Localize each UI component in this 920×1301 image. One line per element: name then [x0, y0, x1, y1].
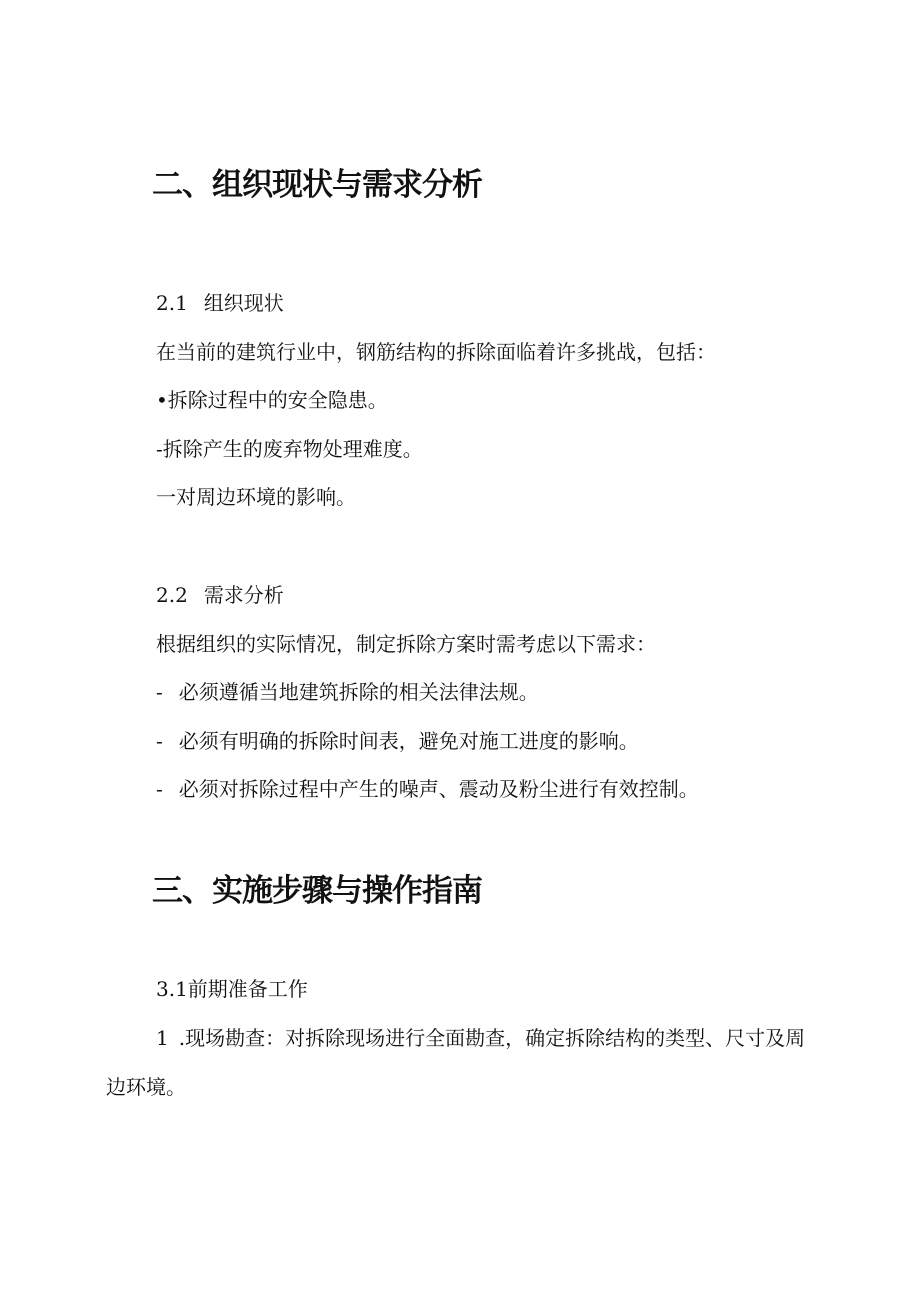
- requirement-item: [156, 682, 539, 702]
- requirement-text: 必须有明确的拆除时间表，避免对施工进度的影响。: [178, 729, 639, 753]
- challenge-text: 拆除产生的废弃物处理难度。: [162, 437, 423, 461]
- section-3-heading: 三、实施步骤与操作指南: [152, 873, 482, 909]
- subsection-number: 2.2: [156, 583, 188, 607]
- bullet-marker: •: [156, 388, 168, 412]
- subsection-number: 2.1: [156, 291, 188, 315]
- subsection-title: 组织现状: [203, 291, 284, 315]
- section-2-heading: 二、组织现状与需求分析: [152, 167, 482, 203]
- dash-marker: -: [156, 680, 163, 704]
- step-text: .现场勘查：对拆除现场进行全面勘查，确定拆除结构的类型、尺寸及周边环境。: [106, 1026, 806, 1099]
- challenge-item: [156, 487, 356, 507]
- requirement-text: 必须遵循当地建筑拆除的相关法律法规。: [178, 680, 539, 704]
- challenge-item: [156, 439, 423, 459]
- requirement-text: 必须对拆除过程中产生的噪声、震动及粉尘进行有效控制。: [178, 777, 699, 801]
- subsection-title: 需求分析: [203, 583, 284, 607]
- challenge-item: [156, 390, 388, 410]
- challenge-text: 对周边环境的影响。: [176, 485, 356, 509]
- subsection-2-1-heading: [156, 293, 284, 313]
- dash-marker: -: [156, 437, 163, 461]
- subsection-2-2-heading: [156, 585, 284, 605]
- step-number: 1: [156, 1026, 169, 1050]
- dash-marker: -: [156, 777, 163, 801]
- requirement-item: [156, 731, 639, 751]
- step-1-paragraph: [106, 1014, 816, 1112]
- requirement-item: [156, 779, 699, 799]
- challenge-text: 拆除过程中的安全隐患。: [167, 388, 388, 412]
- challenges-intro: 在当前的建筑行业中，钢筋结构的拆除面临着许多挑战，包括：: [156, 340, 716, 364]
- dash-marker: -: [156, 729, 163, 753]
- requirements-intro: 根据组织的实际情况，制定拆除方案时需考虑以下需求：: [156, 632, 656, 656]
- dash-marker: 一: [156, 485, 176, 509]
- subsection-3-1-heading: 3.1前期准备工作: [156, 977, 308, 1001]
